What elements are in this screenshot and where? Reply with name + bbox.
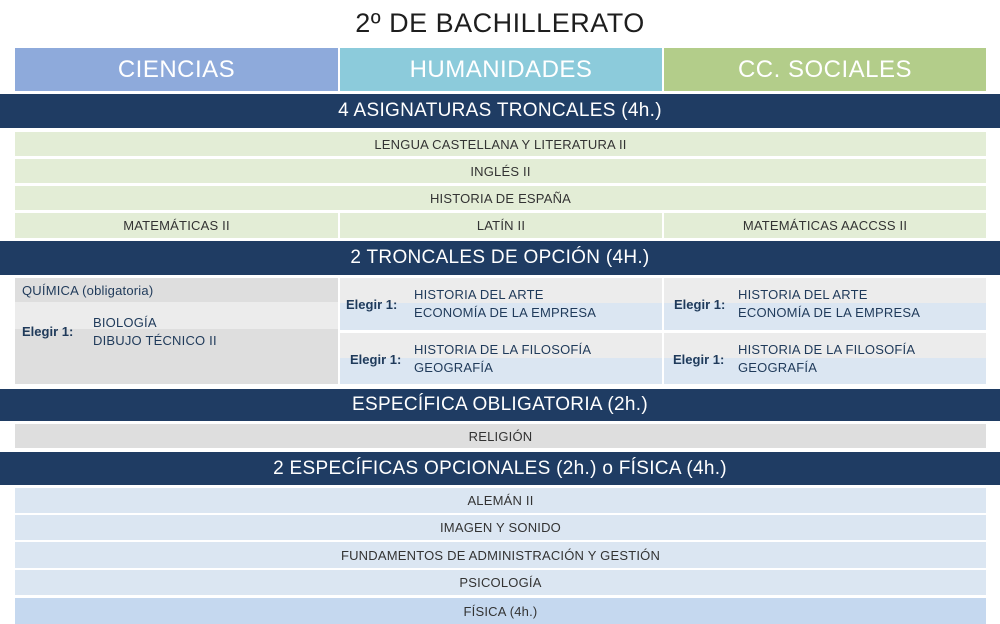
humanidades-option-historia-arte: HISTORIA DEL ARTE (414, 287, 544, 302)
section-heading-especificas-opcionales: 2 ESPECÍFICAS OPCIONALES (2h.) o FÍSICA (4h.) (0, 452, 1000, 485)
humanidades-option-geografia: GEOGRAFÍA (414, 360, 494, 375)
section-heading-troncales-opcion: 2 TRONCALES DE OPCIÓN (4H.) (0, 241, 1000, 275)
subject-cell-matematicas-aaccss: MATEMÁTICAS AACCSS II (664, 213, 986, 238)
ciencias-option-biologia: BIOLOGÍA (93, 315, 157, 330)
subject-row-fisica: FÍSICA (4h.) (15, 598, 986, 624)
sociales-option-historia-arte: HISTORIA DEL ARTE (738, 287, 868, 302)
column-header-ciencias: CIENCIAS (15, 48, 338, 91)
column-header-cc-sociales: CC. SOCIALES (664, 48, 986, 91)
column-header-humanidades: HUMANIDADES (340, 48, 662, 91)
sociales-option-economia: ECONOMÍA DE LA EMPRESA (738, 305, 921, 320)
humanidades-group1-label: Elegir 1: (346, 297, 398, 312)
subject-row-lengua: LENGUA CASTELLANA Y LITERATURA II (15, 132, 986, 156)
ciencias-choose-label: Elegir 1: (22, 324, 74, 339)
subject-row-psicologia: PSICOLOGÍA (15, 570, 986, 595)
subject-row-imagen-sonido: IMAGEN Y SONIDO (15, 515, 986, 540)
subject-row-historia-espana: HISTORIA DE ESPAÑA (15, 186, 986, 210)
subject-row-aleman: ALEMÁN II (15, 488, 986, 513)
humanidades-group2-label: Elegir 1: (350, 352, 402, 367)
subject-row-ingles: INGLÉS II (15, 159, 986, 183)
ciencias-option-dibujo: DIBUJO TÉCNICO II (93, 333, 217, 348)
sociales-group1-label: Elegir 1: (674, 297, 726, 312)
sociales-option-filosofia: HISTORIA DE LA FILOSOFÍA (738, 342, 916, 357)
sociales-group2-label: Elegir 1: (673, 352, 725, 367)
subject-row-fundamentos: FUNDAMENTOS DE ADMINISTRACIÓN Y GESTIÓN (15, 542, 986, 568)
ciencias-mandatory-subject: QUÍMICA (obligatoria) (22, 283, 154, 298)
subject-cell-matematicas: MATEMÁTICAS II (15, 213, 338, 238)
section-heading-especifica-obligatoria: ESPECÍFICA OBLIGATORIA (2h.) (0, 389, 1000, 421)
page-title: 2º DE BACHILLERATO (355, 8, 645, 38)
sociales-option-geografia: GEOGRAFÍA (738, 360, 818, 375)
humanidades-option-economia: ECONOMÍA DE LA EMPRESA (414, 305, 597, 320)
humanidades-option-filosofia: HISTORIA DE LA FILOSOFÍA (414, 342, 592, 357)
section-heading-troncales: 4 ASIGNATURAS TRONCALES (4h.) (0, 94, 1000, 128)
subject-cell-latin: LATÍN II (340, 213, 662, 238)
subject-row-religion: RELIGIÓN (15, 424, 986, 448)
